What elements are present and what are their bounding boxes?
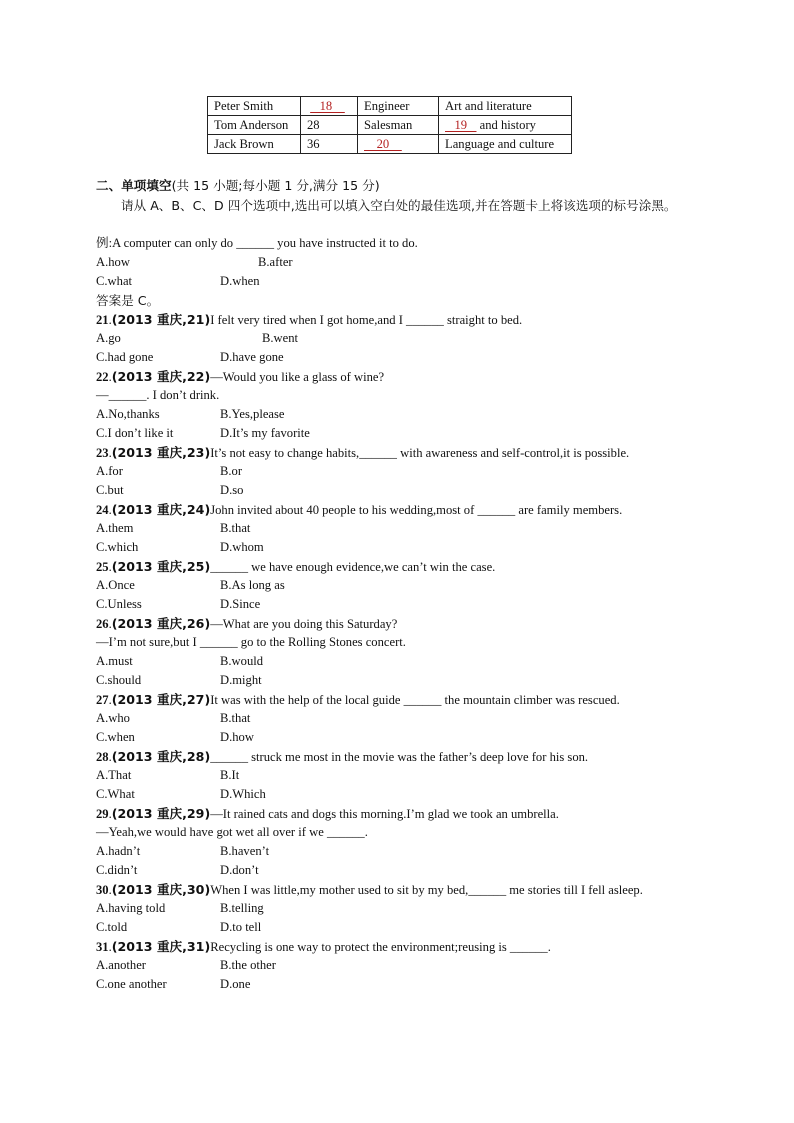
question-item (96, 690, 716, 747)
table-cell-name: Peter Smith (208, 97, 301, 116)
example-option-b: B.after (258, 255, 293, 269)
question-number: 25 (96, 560, 109, 574)
question-number: 31 (96, 940, 109, 954)
section-title (96, 175, 380, 194)
question-number: 29 (96, 807, 109, 821)
option-c: C.told (96, 920, 128, 934)
options-row (96, 652, 716, 671)
table-cell-job: Engineer (358, 97, 439, 116)
question-item (96, 937, 716, 994)
section-note: (共 15 小题;每小题 1 分,满分 15 分) (171, 178, 380, 193)
table-row (208, 116, 572, 135)
question-source: (2013 重庆,25) (111, 559, 211, 574)
question-stem: 26.(2013 重庆,26)—What are you doing this Saturday? (96, 616, 398, 631)
option-b: B.would (220, 654, 264, 668)
option-a: A.them (96, 521, 134, 535)
option-c: C.had gone (96, 350, 154, 364)
option-b: B.telling (220, 901, 264, 915)
options-row (96, 405, 716, 424)
question-item (96, 804, 716, 880)
options-row (96, 519, 716, 538)
options-row (96, 899, 716, 918)
question-stem: 27.(2013 重庆,27)It was with the help of the local guide ______ the mountain climber was rescued. (96, 692, 620, 707)
option-b: B.haven’t (220, 844, 270, 858)
question-number: 23 (96, 446, 109, 460)
option-b: B.Yes,please (220, 407, 285, 421)
options-row (96, 462, 716, 481)
option-c: C.but (96, 483, 124, 497)
option-c: C.What (96, 787, 135, 801)
question-source: (2013 重庆,27) (111, 692, 211, 707)
table-cell-job: Salesman (358, 116, 439, 135)
question-source: (2013 重庆,28) (111, 749, 211, 764)
options-row (96, 766, 716, 785)
option-d: D.don’t (220, 863, 259, 877)
question-stem: 31.(2013 重庆,31)Recycling is one way to protect the environment;reusing is ______. (96, 939, 551, 954)
question-source: (2013 重庆,30) (111, 882, 211, 897)
table-cell-age (301, 97, 358, 116)
option-a: A.No,thanks (96, 407, 160, 421)
section-instruction: 请从 A、B、C、D 四个选项中,选出可以填入空白处的最佳选项,并在答题卡上将该选项的标号涂黑。 (121, 198, 677, 213)
question-stem: —______. I don’t drink. (96, 388, 220, 402)
option-a: A.That (96, 768, 132, 782)
question-item (96, 443, 716, 500)
option-d: D.whom (220, 540, 264, 554)
options-row (96, 842, 716, 861)
option-a: A.Once (96, 578, 135, 592)
example-option-d: D.when (220, 274, 260, 288)
question-stem: 23.(2013 重庆,23)It’s not easy to change habits,______ with awareness and self-control,it is possible. (96, 445, 630, 460)
option-b: B.or (220, 464, 243, 478)
table-cell-job (358, 135, 439, 154)
options-row (96, 785, 716, 804)
example-option-c: C.what (96, 274, 133, 288)
option-c: C.didn’t (96, 863, 138, 877)
question-number: 21 (96, 313, 109, 327)
table-cell-age: 36 (301, 135, 358, 154)
question-number: 30 (96, 883, 109, 897)
question-stem: 25.(2013 重庆,25)______ we have enough evidence,we can’t win the case. (96, 559, 496, 574)
option-d: D.how (220, 730, 254, 744)
question-number: 22 (96, 370, 109, 384)
question-stem: 22.(2013 重庆,22)—Would you like a glass of wine? (96, 369, 385, 384)
option-d: D.might (220, 673, 262, 687)
option-a: A.for (96, 464, 123, 478)
question-item (96, 500, 716, 557)
example-answer: 答案是 C。 (96, 293, 160, 308)
section-title-text: 二、单项填空 (96, 178, 172, 193)
example-stem: 例:A computer can only do ______ you have instructed it to do. (96, 236, 418, 250)
options-row (96, 918, 716, 937)
question-stem: 24.(2013 重庆,24)John invited about 40 people to his wedding,most of ______ are family members. (96, 502, 623, 517)
option-a: A.go (96, 331, 121, 345)
options-row (96, 348, 716, 367)
options-row (96, 861, 716, 880)
option-c: C.which (96, 540, 139, 554)
question-item (96, 557, 716, 614)
option-c: C.when (96, 730, 135, 744)
question-item (96, 310, 716, 367)
question-source: (2013 重庆,22) (111, 369, 211, 384)
option-d: D.to tell (220, 920, 262, 934)
option-c: C.one another (96, 977, 167, 991)
option-a: A.who (96, 711, 130, 725)
question-stem: —Yeah,we would have got wet all over if we ______. (96, 825, 368, 839)
option-c: C.Unless (96, 597, 142, 611)
option-d: D.Since (220, 597, 261, 611)
table-row (208, 135, 572, 154)
question-source: (2013 重庆,23) (111, 445, 211, 460)
table-cell-interest: Art and literature (439, 97, 572, 116)
question-stem: 29.(2013 重庆,29)—It rained cats and dogs this morning.I’m glad we took an umbrella. (96, 806, 559, 821)
question-item (96, 614, 716, 690)
options-row (96, 956, 716, 975)
option-d: D.It’s my favorite (220, 426, 310, 440)
options-row (96, 329, 716, 348)
option-a: A.having told (96, 901, 166, 915)
option-a: A.must (96, 654, 133, 668)
option-a: A.another (96, 958, 147, 972)
option-c: C.should (96, 673, 142, 687)
options-row (96, 481, 716, 500)
question-stem: 30.(2013 重庆,30)When I was little,my mother used to sit by my bed,______ me stories till I fell asleep. (96, 882, 643, 897)
options-row (96, 728, 716, 747)
question-number: 27 (96, 693, 109, 707)
table-cell-name: Jack Brown (208, 135, 301, 154)
options-row (96, 975, 716, 994)
options-row (96, 595, 716, 614)
question-stem: —I’m not sure,but I ______ go to the Rolling Stones concert. (96, 635, 406, 649)
options-row (96, 709, 716, 728)
answer-blank: 18 (310, 99, 345, 113)
option-b: B.the other (220, 958, 276, 972)
question-source: (2013 重庆,31) (111, 939, 211, 954)
question-item (96, 367, 716, 443)
example-option-a: A.how (96, 255, 130, 269)
option-d: D.Which (220, 787, 266, 801)
question-source: (2013 重庆,29) (111, 806, 211, 821)
options-row (96, 538, 716, 557)
option-a: A.hadn’t (96, 844, 141, 858)
info-table (207, 96, 572, 154)
option-b: B.As long as (220, 578, 285, 592)
question-number: 26 (96, 617, 109, 631)
example-options-row-2 (96, 272, 716, 291)
option-d: D.one (220, 977, 251, 991)
question-item (96, 747, 716, 804)
option-d: D.so (220, 483, 244, 497)
question-source: (2013 重庆,24) (111, 502, 211, 517)
option-b: B.that (220, 521, 251, 535)
answer-blank: 19 (445, 118, 477, 132)
question-stem: 28.(2013 重庆,28)______ struck me most in the movie was the father’s deep love for his son. (96, 749, 589, 764)
option-b: B.that (220, 711, 251, 725)
question-source: (2013 重庆,26) (111, 616, 211, 631)
question-stem: 21.(2013 重庆,21)I felt very tired when I got home,and I ______ straight to bed. (96, 312, 523, 327)
question-source: (2013 重庆,21) (111, 312, 211, 327)
table-cell-interest: 19 and history (439, 116, 572, 135)
option-d: D.have gone (220, 350, 284, 364)
question-number: 28 (96, 750, 109, 764)
options-row (96, 671, 716, 690)
table-cell-interest: Language and culture (439, 135, 572, 154)
question-number: 24 (96, 503, 109, 517)
table-cell-name: Tom Anderson (208, 116, 301, 135)
options-row (96, 576, 716, 595)
table-row (208, 97, 572, 116)
option-b: B.went (262, 331, 299, 345)
table-cell-age: 28 (301, 116, 358, 135)
option-b: B.It (220, 768, 240, 782)
options-row (96, 424, 716, 443)
option-c: C.I don’t like it (96, 426, 174, 440)
question-list (96, 234, 716, 994)
question-item (96, 880, 716, 937)
example-options-row-1 (96, 253, 716, 272)
answer-blank: 20 (364, 137, 402, 151)
